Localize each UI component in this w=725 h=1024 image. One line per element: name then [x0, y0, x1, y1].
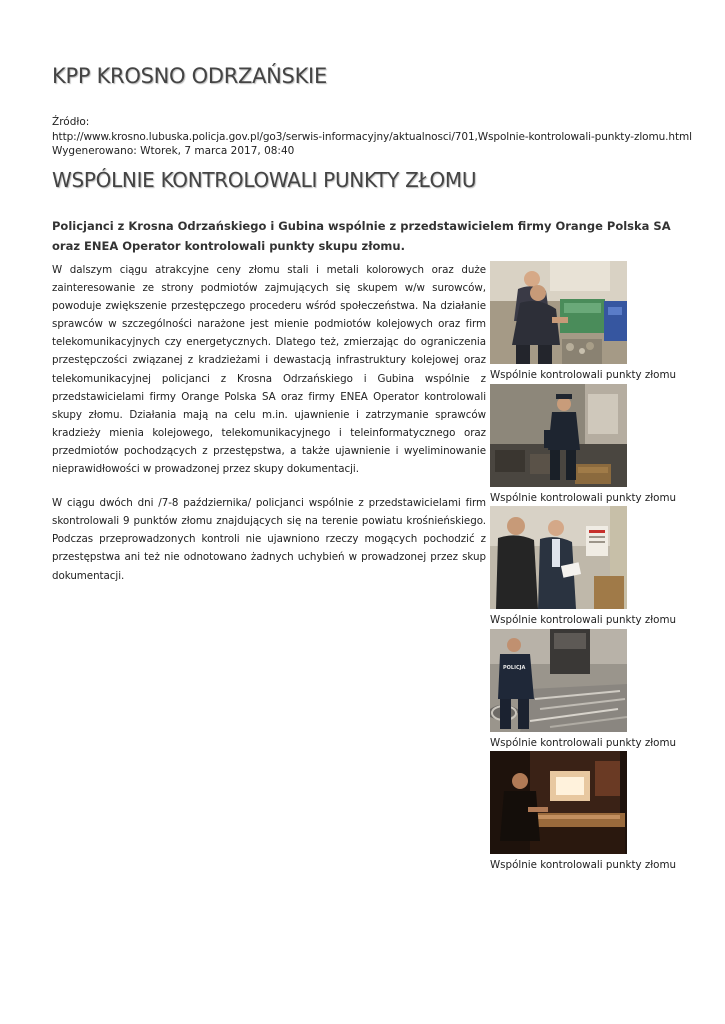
source-label: Źródło: [52, 116, 90, 128]
photo-caption-4: Wspólnie kontrolowali punkty złomu [490, 737, 677, 749]
gallery-figure-4 [490, 629, 680, 750]
article-paragraph-2: W ciągu dwóch dni /7-8 października/ policjanci wspólnie z przedstawicielami firm skontrolowali 9 punktów złomu znajdujących się na terenie powiatu krośnieńskiego. Podczas przeprowadzonych kontroli nie ujawniono rzeczy mogących pochodzić z przestępstwa ani też nie odnotowano żadnych uchybień w prowadzonej przez skup dokumentacji. [52, 497, 486, 582]
article-title: WSPÓLNIE KONTROLOWALI PUNKTY ZŁOMU [52, 168, 477, 192]
source-url[interactable]: http://www.krosno.lubuska.policja.gov.pl/go3/serwis-informacyjny/aktualnosci/701,Wspolnie-kontrolowali-punkty-zlomu.html [52, 130, 692, 143]
gallery-figure-3 [490, 506, 680, 627]
scrap-inspection-photo-2[interactable] [490, 384, 627, 487]
gallery-figure-1 [490, 261, 680, 382]
police-vest-label: POLICJA [503, 665, 526, 671]
gallery-figure-2 [490, 384, 680, 505]
scrap-inspection-photo-1[interactable] [490, 261, 627, 364]
scrap-inspection-photo-5[interactable] [490, 751, 627, 854]
photo-caption-5: Wspólnie kontrolowali punkty złomu [490, 859, 677, 871]
photo-caption-3: Wspólnie kontrolowali punkty złomu [490, 614, 677, 626]
generated-date: Wygenerowano: Wtorek, 7 marca 2017, 08:40 [52, 145, 295, 157]
source-meta [52, 115, 692, 159]
site-title: KPP KROSNO ODRZAŃSKIE [52, 64, 327, 88]
article-body [52, 261, 486, 601]
article-paragraph-1: W dalszym ciągu atrakcyjne ceny złomu stali i metali kolorowych oraz duże zainteresowanie ze strony podmiotów zajmujących się skupem w/w surowców, powoduje zwiększenie przestępczego procederu wśród społeczeństwa. Na działanie sprawców w szczególności narażone jest mienie podmiotów kolejowych oraz firm telekomunikacyjnych czy energetycznych. Dlatego też, zmierzając do ograniczenia przestępczości związanej z kradzieżami i dewastacją infrastruktury kolejowej oraz telekomunikacyjnej policjanci z Krosna Odrzańskiego i Gubina wspólnie z przedstawicielami firmy Orange Polska SA oraz firmy ENEA Operator kontrolowali skupy złomu. Działania mają na celu m.in. ujawnienie i zatrzymanie sprawców kradzieży mienia kolejowego, telekomunikacyjnego i teleinformatycznego oraz przedmiotów pochodzących z przestępstwa, a także ujawnienie i wyeliminowanie nieprawidłowości w prowadzonej przez skupy dokumentacji. [52, 264, 486, 476]
photo-caption-2: Wspólnie kontrolowali punkty złomu [490, 492, 677, 504]
scrap-inspection-photo-4[interactable] [490, 629, 627, 732]
gallery-figure-5 [490, 751, 680, 872]
article-lead: Policjanci z Krosna Odrzańskiego i Gubina wspólnie z przedstawicielem firmy Orange Polska SA oraz ENEA Operator kontrolowali punkty skupu złomu. [52, 219, 671, 253]
photo-caption-1: Wspólnie kontrolowali punkty złomu [490, 369, 677, 381]
scrap-inspection-photo-3[interactable] [490, 506, 627, 609]
